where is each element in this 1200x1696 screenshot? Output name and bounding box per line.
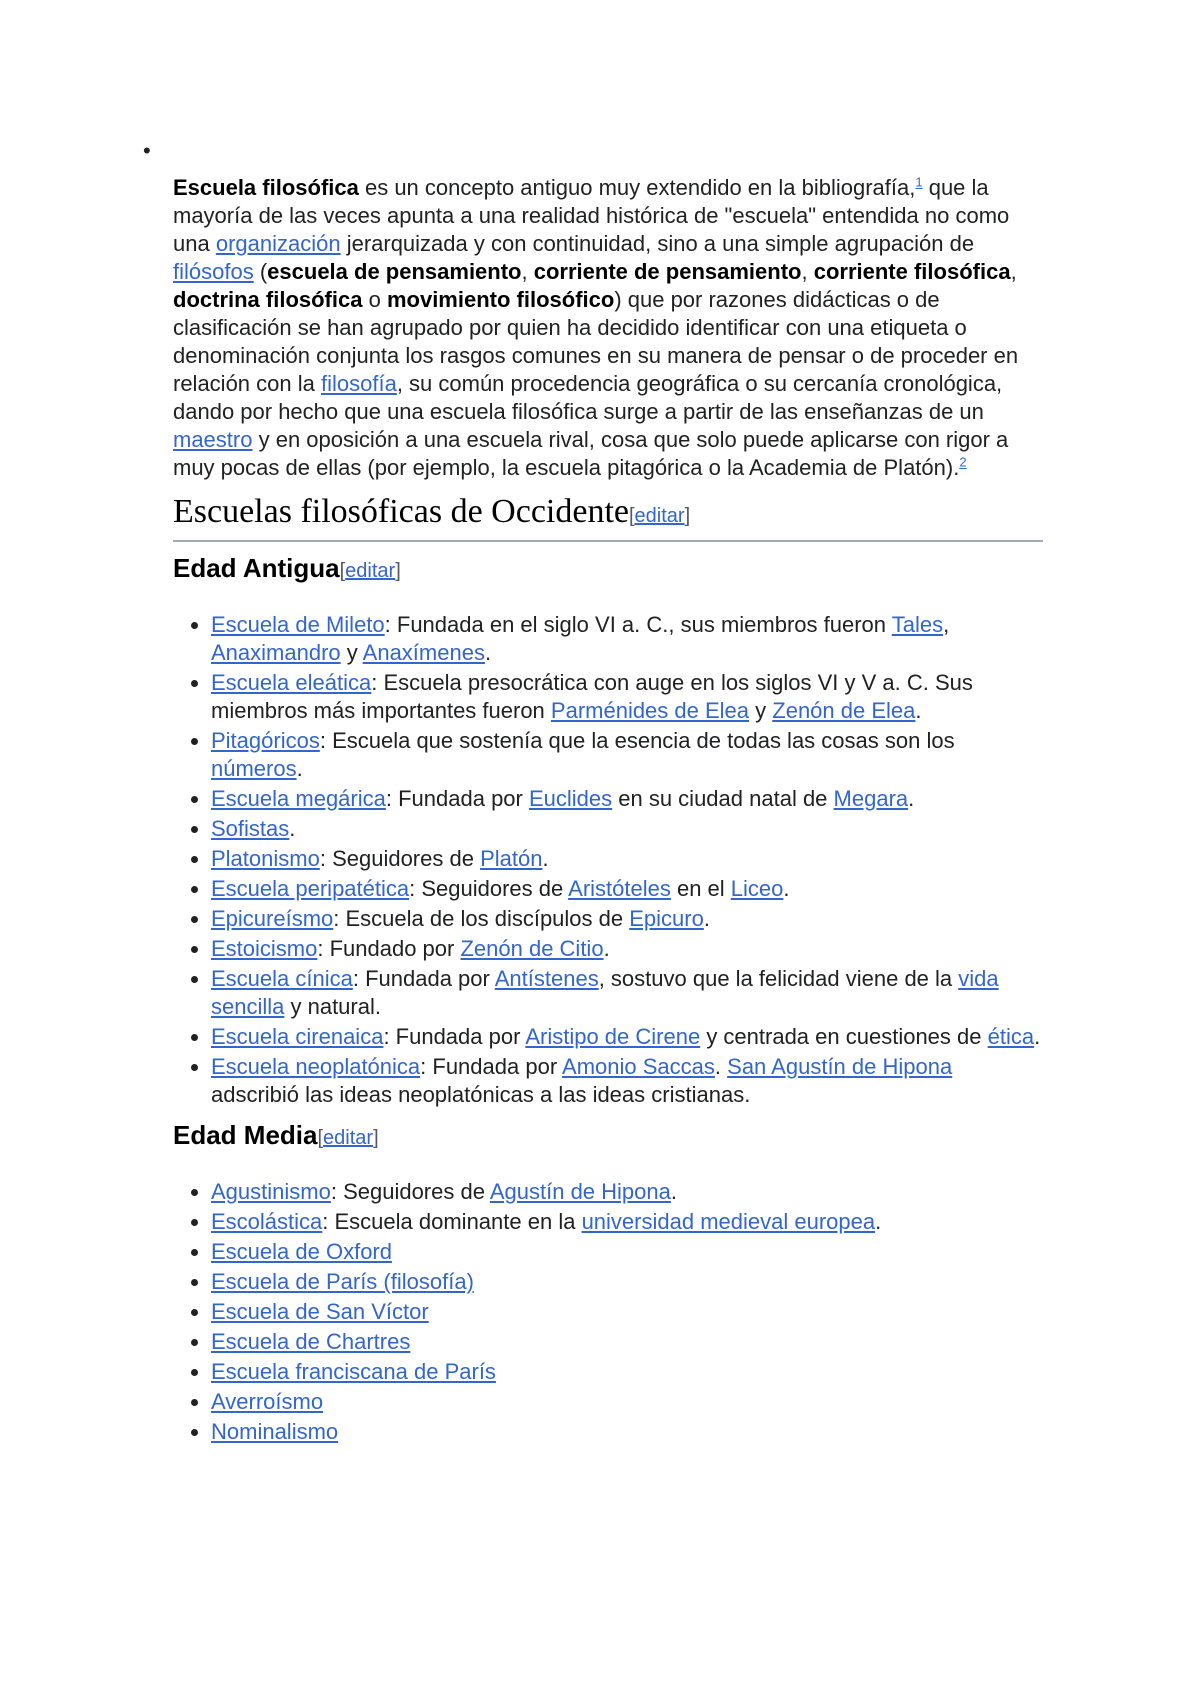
item-text: .	[875, 1209, 882, 1234]
item-text: .	[296, 756, 303, 781]
item-link[interactable]: Parménides de Elea	[550, 698, 750, 723]
list-item	[211, 965, 1043, 1021]
item-text: : Fundada por	[352, 966, 495, 991]
subsection-edit	[317, 1127, 378, 1149]
item-text: y	[749, 698, 773, 723]
item-link[interactable]: Escuela eleática	[211, 670, 372, 695]
item-text: : Escuela presocrática con auge en los siglos VI y V a. C. Sus miembros más importantes fueron	[211, 670, 973, 723]
item-link[interactable]: Escuela megárica	[211, 786, 386, 811]
edit-bracket-open: [	[339, 560, 346, 582]
item-text: .	[289, 816, 296, 841]
intro-text: jerarquizada y con continuidad, sino a una simple agrupación de	[340, 231, 975, 256]
item-link[interactable]: Estoicismo	[211, 936, 318, 961]
list-item	[211, 845, 1043, 873]
item-link[interactable]: Zenón de Elea	[772, 698, 916, 723]
link-maestro[interactable]: maestro	[173, 427, 253, 452]
item-text: : Escuela dominante en la	[322, 1209, 582, 1234]
list-item	[211, 1053, 1043, 1109]
list-item	[211, 815, 1043, 843]
intro-text: que la mayoría de las veces apunta a una realidad histórica de "escuela" entendida no como una	[173, 175, 1010, 256]
edit-link[interactable]: editar	[634, 505, 685, 527]
item-link[interactable]: Escuela cirenaica	[211, 1024, 384, 1049]
item-text: , sostuvo que la felicidad viene de la	[598, 966, 959, 991]
list-item	[211, 1023, 1043, 1051]
intro-text: ,	[801, 259, 814, 284]
item-link[interactable]: Nominalismo	[211, 1419, 339, 1444]
item-link[interactable]: Platón	[480, 846, 543, 871]
list-item	[211, 1178, 1043, 1206]
item-link[interactable]: Escuela de San Víctor	[211, 1299, 429, 1324]
intro-text: y en oposición a una escuela rival, cosa que solo puede aplicarse con rigor a muy pocas de ellas (por ejemplo, la escuela pitagórica o la Academia de Platón).	[173, 427, 1009, 480]
item-link[interactable]: Tales	[891, 612, 944, 637]
item-link[interactable]: Escuela de Oxford	[211, 1239, 392, 1264]
empty-bullet: •	[143, 138, 151, 163]
item-text: .	[714, 1054, 728, 1079]
item-text: adscribió las ideas neoplatónicas a las ideas cristianas.	[211, 1082, 751, 1107]
item-link[interactable]: Liceo	[730, 876, 784, 901]
item-text: ,	[943, 612, 950, 637]
item-link[interactable]: Escuela neoplatónica	[211, 1054, 421, 1079]
item-link[interactable]: Escuela cínica	[211, 966, 353, 991]
intro-bold-title: Escuela filosófica	[173, 175, 359, 200]
edit-bracket-open: [	[317, 1127, 324, 1149]
link-organizacion[interactable]: organización	[215, 231, 341, 256]
item-link[interactable]: Amonio Saccas	[562, 1054, 715, 1079]
edit-bracket-open: [	[628, 505, 635, 527]
list-media	[173, 1178, 1043, 1446]
item-link[interactable]: Megara	[833, 786, 909, 811]
item-link[interactable]: Anaximandro	[211, 640, 341, 665]
list-item	[211, 905, 1043, 933]
item-link[interactable]: Anaxímenes	[362, 640, 485, 665]
bold-term: doctrina filosófica	[173, 287, 363, 312]
item-text: .	[1034, 1024, 1041, 1049]
intro-text: ,	[1010, 259, 1017, 284]
link-filosofia[interactable]: filosofía	[320, 371, 397, 396]
bold-term: corriente de pensamiento	[533, 259, 802, 284]
list-item	[211, 1298, 1043, 1326]
intro-text: es un concepto antiguo muy extendido en la bibliografía,	[358, 175, 916, 200]
subsection-title: Edad Antigua	[173, 553, 340, 583]
edit-bracket-close: ]	[684, 505, 691, 527]
item-link[interactable]: números	[211, 756, 297, 781]
item-text: en su ciudad natal de	[612, 786, 834, 811]
item-link[interactable]: Aristipo de Cirene	[525, 1024, 701, 1049]
reference-1[interactable]	[915, 175, 922, 190]
reference-2-link[interactable]: 2	[959, 454, 967, 470]
item-link[interactable]: Zenón de Citio	[460, 936, 604, 961]
edit-link[interactable]: editar	[323, 1127, 374, 1149]
item-text: : Fundada por	[385, 786, 529, 811]
subsection-edit	[340, 560, 401, 582]
bold-term: movimiento filosófico	[386, 287, 615, 312]
item-text: .	[603, 936, 610, 961]
item-link[interactable]: Euclides	[528, 786, 613, 811]
item-text: .	[542, 846, 549, 871]
list-item	[211, 669, 1043, 725]
item-link[interactable]: Escolástica	[211, 1209, 323, 1234]
list-antigua	[173, 611, 1043, 1109]
item-link[interactable]: Agustinismo	[211, 1179, 331, 1204]
edit-bracket-close: ]	[373, 1127, 379, 1149]
list-item	[211, 785, 1043, 813]
item-text: en el	[670, 876, 731, 901]
item-link[interactable]: Aristóteles	[568, 876, 671, 901]
item-link[interactable]: Escuela de París (filosofía)	[211, 1269, 474, 1294]
item-link[interactable]: Epicuro	[629, 906, 704, 931]
intro-text: (	[253, 259, 268, 284]
item-text: : Fundada por	[383, 1024, 526, 1049]
item-link[interactable]: Sofistas	[211, 816, 290, 841]
item-link[interactable]: Platonismo	[211, 846, 320, 871]
item-text: : Fundada por	[420, 1054, 563, 1079]
section-title: Escuelas filosóficas de Occidente	[173, 493, 629, 530]
item-link[interactable]: Agustín de Hipona	[489, 1179, 671, 1204]
list-item	[211, 1328, 1043, 1356]
item-link[interactable]: ética	[987, 1024, 1035, 1049]
intro-text: ,	[521, 259, 534, 284]
reference-2[interactable]	[959, 455, 966, 470]
item-text: .	[703, 906, 710, 931]
list-item	[211, 1238, 1043, 1266]
subsection-heading-antigua	[173, 550, 1043, 589]
item-link[interactable]: Escuela de Chartres	[211, 1329, 411, 1354]
edit-link[interactable]: editar	[345, 560, 396, 582]
item-link[interactable]: Averroísmo	[211, 1389, 324, 1414]
item-text: .	[484, 640, 492, 665]
item-link[interactable]: universidad medieval europea	[581, 1209, 876, 1234]
intro-text: , su común procedencia geográfica o su cercanía cronológica, dando por hecho que una escuela filosófica surge a partir de las enseñanzas de un	[173, 371, 1003, 424]
item-text: .	[783, 876, 790, 901]
item-text: : Seguidores de	[330, 1179, 490, 1204]
item-link[interactable]: Antístenes	[494, 966, 599, 991]
intro-text: ) que por razones didácticas o de clasificación se han agrupado por quien ha decidido identificar con una etiqueta o denominación conjunta los rasgos comunes en su manera de pensar o de proceder en relación con la	[173, 287, 1019, 396]
item-link[interactable]: Escuela franciscana de París	[211, 1359, 496, 1384]
intro-paragraph	[173, 140, 1043, 482]
list-item	[211, 611, 1043, 667]
list-item	[211, 1418, 1043, 1446]
section-edit	[629, 505, 690, 527]
item-link[interactable]: Escuela peripatética	[211, 876, 410, 901]
subsection-title: Edad Media	[173, 1120, 318, 1150]
list-item	[211, 1268, 1043, 1296]
list-item	[211, 1208, 1043, 1236]
reference-1-link[interactable]: 1	[915, 174, 923, 190]
item-text: .	[908, 786, 915, 811]
intro-text: o	[362, 287, 387, 312]
item-link[interactable]: Epicureísmo	[211, 906, 334, 931]
item-text: : Fundado por	[317, 936, 461, 961]
item-link[interactable]: vida sencilla	[211, 966, 999, 1019]
item-text: : Fundada en el siglo VI a. C., sus miembros fueron	[384, 612, 892, 637]
list-item	[211, 727, 1043, 783]
item-text: y centrada en cuestiones de	[700, 1024, 988, 1049]
item-link[interactable]: San Agustín de Hipona	[727, 1054, 953, 1079]
item-link[interactable]: Escuela de Mileto	[211, 612, 385, 637]
edit-bracket-close: ]	[395, 560, 401, 582]
list-item	[211, 875, 1043, 903]
item-text: : Escuela de los discípulos de	[333, 906, 630, 931]
item-link[interactable]: Pitagóricos	[211, 728, 320, 753]
section-heading	[173, 492, 1043, 542]
item-text: : Seguidores de	[409, 876, 569, 901]
bold-term: corriente filosófica	[813, 259, 1011, 284]
item-text: : Seguidores de	[319, 846, 481, 871]
link-filosofos[interactable]: filósofos	[173, 259, 254, 284]
list-item	[211, 935, 1043, 963]
bold-term: escuela de pensamiento	[267, 259, 522, 284]
item-text: y natural.	[284, 994, 381, 1019]
item-text: .	[670, 1179, 678, 1204]
list-item	[211, 1388, 1043, 1416]
item-text: .	[915, 698, 922, 723]
subsection-heading-media	[173, 1117, 1043, 1156]
list-item	[211, 1358, 1043, 1386]
item-text: : Escuela que sostenía que la esencia de todas las cosas son los	[319, 728, 955, 753]
item-text: y	[340, 640, 363, 665]
article-content	[143, 138, 1043, 1446]
